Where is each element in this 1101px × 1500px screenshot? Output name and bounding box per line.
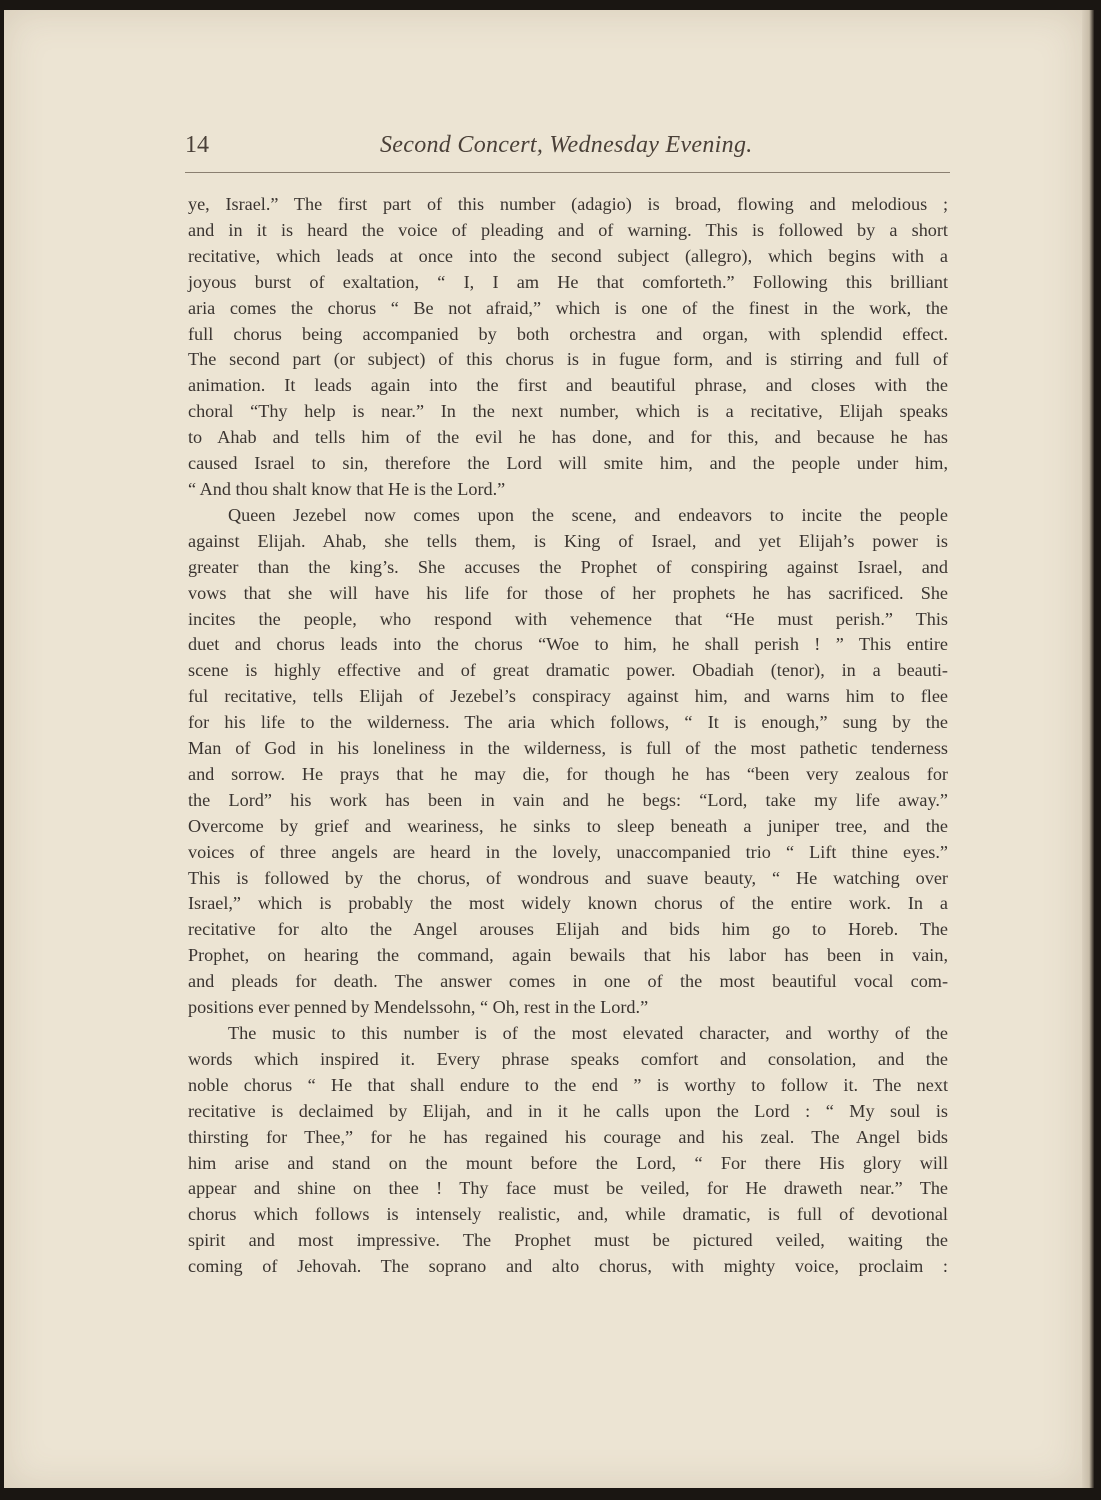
text-line: animation. It leads again into the first and beautiful phrase, and closes with the xyxy=(188,375,948,396)
text-line: This is followed by the chorus, of wondrous and suave beauty, “ He watching over xyxy=(188,867,948,888)
text-line: him arise and stand on the mount before the Lord, “ For there His glory will xyxy=(188,1152,948,1173)
text-line: scene is highly effective and of great dramatic power. Obadiah (tenor), in a beauti- xyxy=(188,660,948,681)
text-line: The music to this number is of the most elevated character, and worthy of the xyxy=(228,1023,948,1043)
text-line: ful recitative, tells Elijah of Jezebel’s conspiracy against him, and warns him to flee xyxy=(188,686,948,707)
text-line: against Elijah. Ahab, she tells them, is King of Israel, and yet Elijah’s power is xyxy=(188,530,948,551)
text-line: noble chorus “ He that shall endure to the end ” is worthy to follow it. The next xyxy=(188,1074,948,1095)
text-line: The second part (or subject) of this chorus is in fugue form, and is stirring and full of xyxy=(188,349,948,370)
paragraph xyxy=(188,503,948,1021)
text-line: recitative for alto the Angel arouses Elijah and bids him go to Horeb. The xyxy=(188,919,948,940)
text-line: caused Israel to sin, therefore the Lord will smite him, and the people under him, xyxy=(188,453,948,474)
body-text xyxy=(188,192,948,1280)
text-line: to Ahab and tells him of the evil he has done, and for this, and because he has xyxy=(188,427,948,448)
text-line: aria comes the chorus “ Be not afraid,” which is one of the finest in the work, the xyxy=(188,297,948,318)
page-header xyxy=(185,132,950,172)
page-number: 14 xyxy=(185,132,209,158)
text-line: vows that she will have his life for those of her prophets he has sacrificed. She xyxy=(188,582,948,603)
text-line: recitative, which leads at once into the second subject (allegro), which begins with a xyxy=(188,245,948,266)
text-line: “ And thou shalt know that He is the Lord.” xyxy=(188,478,506,499)
text-line: voices of three angels are heard in the lovely, unaccompanied trio “ Lift thine eyes.” xyxy=(188,841,948,862)
text-line: coming of Jehovah. The soprano and alto chorus, with mighty voice, proclaim : xyxy=(188,1256,948,1277)
text-line: joyous burst of exaltation, “ I, I am He that comforteth.” Following this brilliant xyxy=(188,271,948,292)
text-line: duet and chorus leads into the chorus “Woe to him, he shall perish ! ” This entire xyxy=(188,634,948,655)
text-line: and pleads for death. The answer comes in one of the most beautiful vocal com- xyxy=(188,971,948,992)
text-line: words which inspired it. Every phrase speaks comfort and consolation, and the xyxy=(188,1048,948,1069)
text-line: thirsting for Thee,” for he has regained his courage and his zeal. The Angel bids xyxy=(188,1126,948,1147)
paragraph xyxy=(188,1021,948,1280)
header-rule xyxy=(185,172,950,173)
text-line: recitative is declaimed by Elijah, and in it he calls upon the Lord : “ My soul is xyxy=(188,1100,948,1121)
text-line: Prophet, on hearing the command, again bewails that his labor has been in vain, xyxy=(188,945,948,966)
text-line: Overcome by grief and weariness, he sinks to sleep beneath a juniper tree, and the xyxy=(188,815,948,836)
page-edge xyxy=(1082,10,1094,1488)
text-line: and in it is heard the voice of pleading and of warning. This is followed by a short xyxy=(188,219,948,240)
text-line: spirit and most impressive. The Prophet must be pictured veiled, waiting the xyxy=(188,1230,948,1251)
text-line: Israel,” which is probably the most widely known chorus of the entire work. In a xyxy=(188,893,948,914)
text-line: Man of God in his loneliness in the wilderness, is full of the most pathetic tenderness xyxy=(188,738,948,759)
text-line: for his life to the wilderness. The aria which follows, “ It is enough,” sung by the xyxy=(188,712,948,733)
text-line: and sorrow. He prays that he may die, for though he has “been very zealous for xyxy=(188,763,948,784)
text-line: choral “Thy help is near.” In the next number, which is a recitative, Elijah speaks xyxy=(188,401,948,422)
running-head: Second Concert, Wednesday Evening. xyxy=(380,132,753,158)
text-line: incites the people, who respond with vehemence that “He must perish.” This xyxy=(188,608,948,629)
text-line: Queen Jezebel now comes upon the scene, and endeavors to incite the people xyxy=(228,504,948,525)
text-line: chorus which follows is intensely realistic, and, while dramatic, is full of devotional xyxy=(188,1204,948,1225)
text-line: appear and shine on thee ! Thy face must be veiled, for He draweth near.” The xyxy=(188,1178,948,1199)
text-line: ye, Israel.” The first part of this number (adagio) is broad, flowing and melodious ; xyxy=(188,194,948,214)
text-line: full chorus being accompanied by both orchestra and organ, with splendid effect. xyxy=(188,323,948,344)
text-line: the Lord” his work has been in vain and he begs: “Lord, take my life away.” xyxy=(188,789,948,810)
text-line: positions ever penned by Mendelssohn, “ Oh, rest in the Lord.” xyxy=(188,997,649,1018)
text-line: greater than the king’s. She accuses the Prophet of conspiring against Israel, and xyxy=(188,556,948,577)
paragraph xyxy=(188,192,948,503)
